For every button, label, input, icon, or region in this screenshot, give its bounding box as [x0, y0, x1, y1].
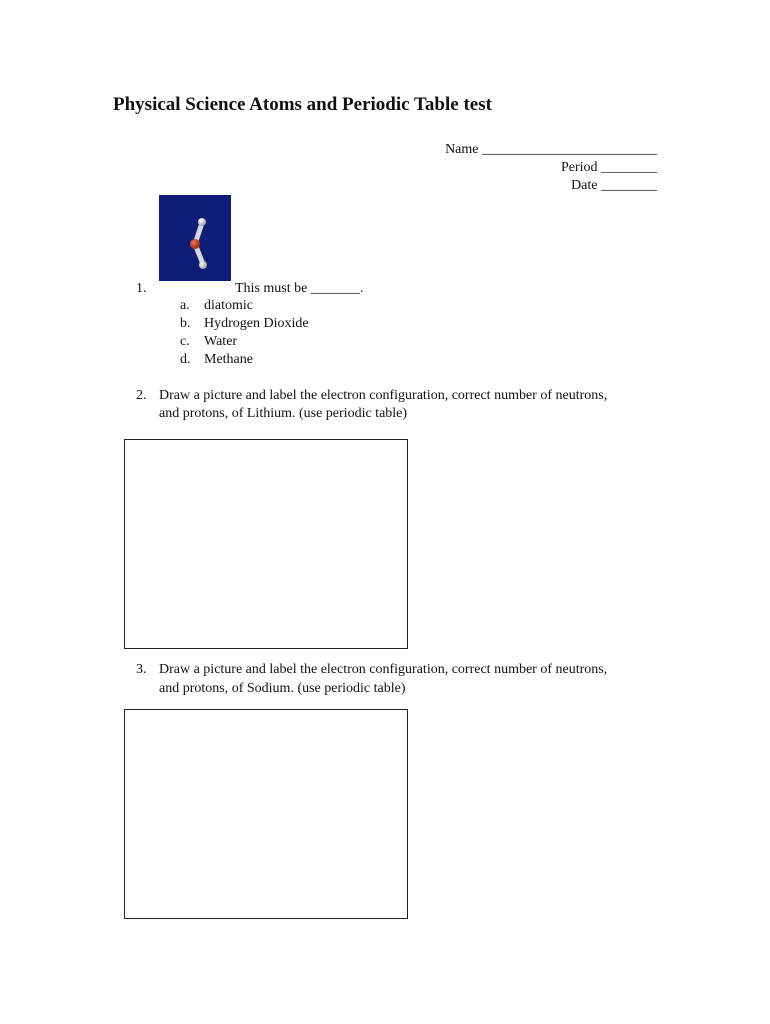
option-letter: a. [180, 298, 190, 313]
name-field[interactable]: Name _________________________ [445, 142, 657, 157]
option-text: diatomic [204, 298, 253, 313]
lithium-drawing-box[interactable] [124, 439, 408, 649]
hydrogen-atom-bottom [199, 261, 207, 269]
oxygen-atom [190, 239, 200, 249]
option-text: Water [204, 334, 238, 349]
question-text-line-1: Draw a picture and label the electron configuration, correct number of neutrons, [159, 388, 608, 403]
sodium-drawing-box[interactable] [124, 709, 408, 919]
question-number: 1. [136, 281, 147, 296]
student-info-fields [445, 141, 657, 195]
question-number: 2. [136, 388, 147, 403]
option-text: Hydrogen Dioxide [204, 316, 309, 331]
question-text-line-1: Draw a picture and label the electron configuration, correct number of neutrons, [159, 662, 608, 677]
option-letter: d. [180, 352, 191, 367]
option-letter: c. [180, 334, 190, 349]
option-text: Methane [204, 352, 253, 367]
question-text-line-2: and protons, of Sodium. (use periodic table) [159, 681, 406, 696]
question-text: This must be _______. [235, 281, 364, 296]
question-number: 3. [136, 662, 147, 677]
period-field[interactable]: Period ________ [560, 160, 657, 175]
option-letter: b. [180, 316, 191, 331]
water-molecule-image [159, 195, 231, 281]
water-molecule-icon [159, 195, 231, 281]
page-title: Physical Science Atoms and Periodic Table test [113, 94, 492, 115]
question-text-line-2: and protons, of Lithium. (use periodic table) [159, 406, 408, 421]
hydrogen-atom-top [198, 218, 206, 226]
date-field[interactable]: Date ________ [571, 178, 657, 193]
